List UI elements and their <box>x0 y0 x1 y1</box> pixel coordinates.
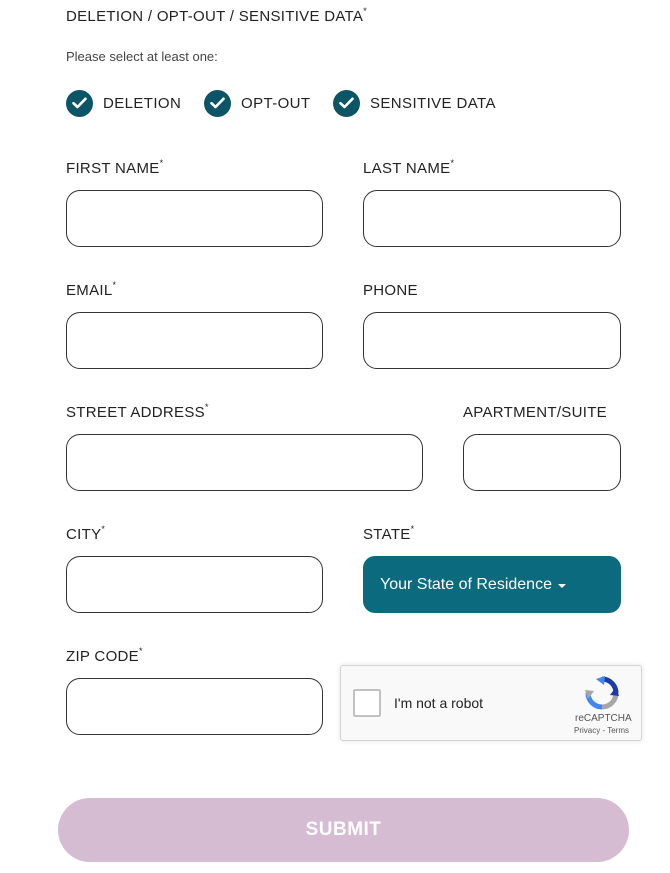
zip-input[interactable] <box>67 679 322 734</box>
checkbox-opt-out[interactable] <box>204 89 310 117</box>
check-circle-icon <box>66 90 93 117</box>
recaptcha-brand: reCAPTCHA <box>575 713 632 724</box>
recaptcha-logo-icon <box>585 676 619 715</box>
first-name-field-wrapper <box>66 190 323 247</box>
required-mark: * <box>450 158 455 168</box>
last-name-field-wrapper <box>363 190 621 247</box>
required-mark: * <box>410 524 415 534</box>
email-input[interactable] <box>67 313 322 368</box>
checkbox-deletion[interactable] <box>66 89 181 117</box>
checkbox-label: DELETION <box>103 94 182 112</box>
city-field-wrapper <box>66 556 323 613</box>
city-label: CITY* <box>66 524 106 543</box>
recaptcha-widget <box>340 665 642 741</box>
phone-field-wrapper <box>363 312 621 369</box>
check-circle-icon <box>333 90 360 117</box>
caret-down-icon <box>558 584 566 588</box>
submit-button[interactable]: SUBMIT <box>58 798 629 862</box>
checkbox-sensitive-data[interactable] <box>333 89 496 117</box>
state-label: STATE* <box>363 524 415 543</box>
recaptcha-checkbox[interactable] <box>353 689 381 717</box>
required-mark: * <box>112 280 117 290</box>
checkbox-label: OPT-OUT <box>241 94 311 112</box>
first-name-label: FIRST NAME* <box>66 158 164 177</box>
last-name-input[interactable] <box>364 191 620 246</box>
email-field-wrapper <box>66 312 323 369</box>
state-select[interactable] <box>363 556 621 613</box>
request-type-title: DELETION / OPT-OUT / SENSITIVE DATA* <box>66 6 368 25</box>
state-select-value: Your State of Residence <box>380 575 552 593</box>
zip-field-wrapper <box>66 678 323 735</box>
recaptcha-link-separator: - <box>600 726 608 735</box>
zip-label: ZIP CODE* <box>66 646 143 665</box>
phone-label: PHONE <box>363 282 418 299</box>
apartment-input[interactable] <box>464 435 620 490</box>
email-label: EMAIL* <box>66 280 117 299</box>
phone-input[interactable] <box>364 313 620 368</box>
last-name-label: LAST NAME* <box>363 158 455 177</box>
required-mark: * <box>204 402 209 412</box>
first-name-input[interactable] <box>67 191 322 246</box>
apartment-field-wrapper <box>463 434 621 491</box>
city-input[interactable] <box>67 557 322 612</box>
recaptcha-privacy-link[interactable]: Privacy <box>574 726 601 735</box>
request-type-hint: Please select at least one: <box>66 49 218 64</box>
street-address-field-wrapper <box>66 434 423 491</box>
recaptcha-terms-link[interactable]: Terms <box>607 726 629 735</box>
recaptcha-links <box>574 726 629 735</box>
checkbox-label: SENSITIVE DATA <box>370 94 496 112</box>
required-mark: * <box>138 646 143 656</box>
required-mark: * <box>363 6 368 16</box>
street-address-input[interactable] <box>67 435 422 490</box>
apartment-label: APARTMENT/SUITE <box>463 404 607 421</box>
required-mark: * <box>101 524 106 534</box>
street-address-label: STREET ADDRESS* <box>66 402 209 421</box>
check-circle-icon <box>204 90 231 117</box>
recaptcha-label: I'm not a robot <box>394 695 484 711</box>
required-mark: * <box>159 158 164 168</box>
